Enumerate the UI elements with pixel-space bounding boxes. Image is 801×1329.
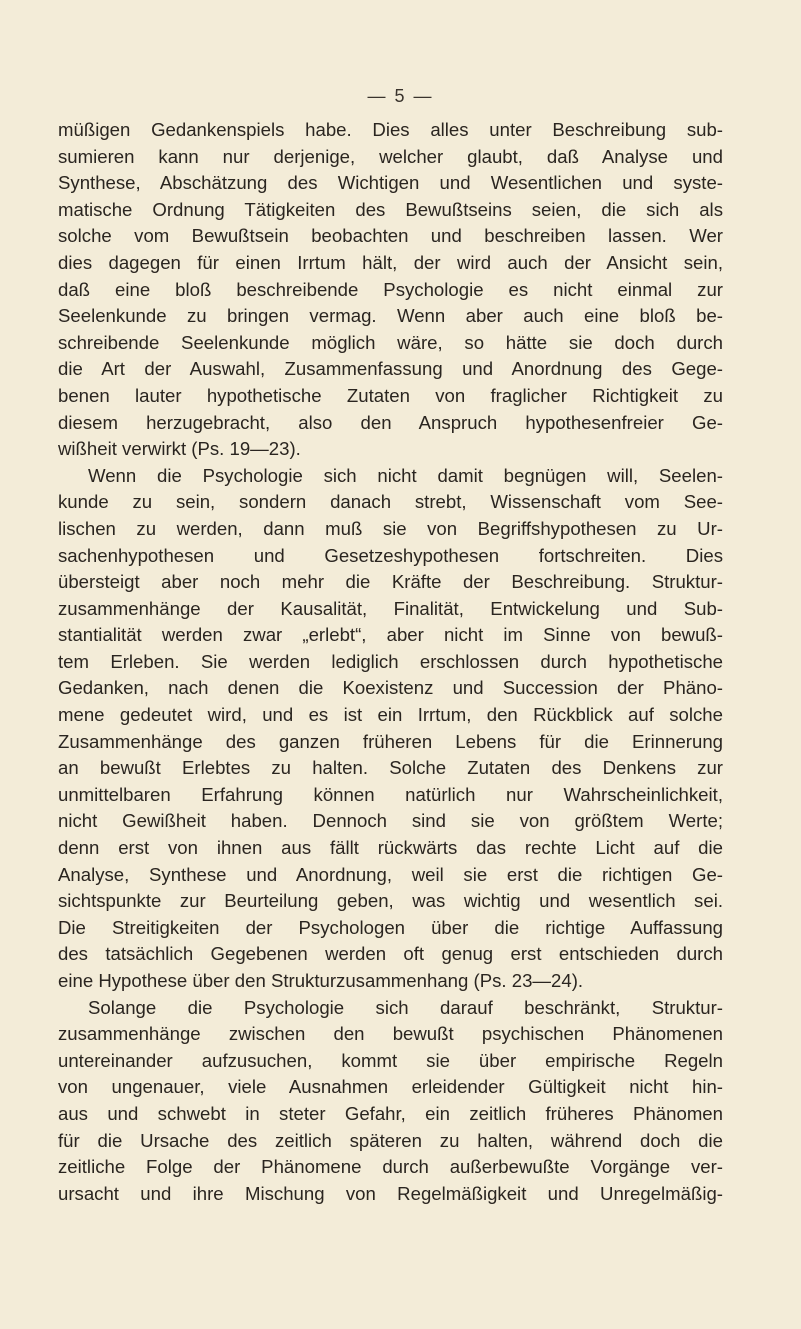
text-line: stantialität werden zwar „erlebt“, aber nicht im Sinne von bewuß- [58,624,723,646]
text-line: diesem herzugebracht, also den Anspruch hypothesenfreier Ge- [58,411,723,433]
text-line: müßigen Gedankenspiels habe. Dies alles unter Beschreibung sub- [58,119,723,140]
text-line: für die Ursache des zeitlich späteren zu halten, während doch die [58,1129,723,1151]
text-line: kunde zu sein, sondern danach strebt, Wissenschaft vom See- [58,491,723,513]
text-line: aus und schwebt in steter Gefahr, ein zeitlich früheres Phänomen [58,1102,723,1124]
text-line: Gedanken, nach denen die Koexistenz und Succession der Phäno- [58,677,723,699]
text-line: daß eine bloß beschreibende Psychologie es nicht einmal zur [58,278,723,300]
text-line: Die Streitigkeiten der Psychologen über die richtige Auffassung [58,916,723,938]
text-line: Zusammenhänge des ganzen früheren Lebens für die Erinnerung [58,730,723,752]
text-line: an bewußt Erlebtes zu halten. Solche Zutaten des Denkens zur [58,757,723,779]
text-line: zusammenhänge der Kausalität, Finalität, Entwickelung und Sub- [58,597,723,619]
text-line: übersteigt aber noch mehr die Kräfte der Beschreibung. Struktur- [58,571,723,593]
text-line: tem Erleben. Sie werden lediglich erschlossen durch hypothetische [58,650,723,672]
text-line: matische Ordnung Tätigkeiten des Bewußtseins seien, die sich als [58,198,723,220]
body-text [58,117,723,1207]
text-line: dies dagegen für einen Irrtum hält, der wird auch der Ansicht sein, [58,251,723,273]
text-line: nicht Gewißheit haben. Dennoch sind sie von größtem Werte; [58,810,723,832]
text-line: unmittelbaren Erfahrung können natürlich nur Wahrscheinlichkeit, [58,783,723,805]
text-line: solche vom Bewußtsein beobachten und beschreiben lassen. Wer [58,225,723,247]
text-line: von ungenauer, viele Ausnahmen erleidender Gültigkeit nicht hin- [58,1076,723,1098]
text-line: zeitliche Folge der Phänomene durch außerbewußte Vorgänge ver- [58,1156,723,1178]
text-line: des tatsächlich Gegebenen werden oft genug erst entschieden durch [58,943,723,965]
text-line: ursacht und ihre Mischung von Regelmäßigkeit und Unregelmäßig- [58,1182,723,1204]
text-line: wißheit verwirkt (Ps. 19—23). [58,438,301,460]
text-line: zusammenhänge zwischen den bewußt psychischen Phänomenen [58,1023,723,1045]
text-line: Wenn die Psychologie sich nicht damit begnügen will, Seelen- [88,464,723,486]
text-line: Solange die Psychologie sich darauf beschränkt, Struktur- [88,996,723,1018]
text-line: sichtspunkte zur Beurteilung geben, was wichtig und wesentlich sei. [58,890,723,912]
text-line: sumieren kann nur derjenige, welcher glaubt, daß Analyse und [58,145,723,167]
text-line: eine Hypothese über den Strukturzusammenhang (Ps. 23—24). [58,970,584,991]
text-line: Synthese, Abschätzung des Wichtigen und Wesentlichen und syste- [58,172,723,194]
text-line: sachenhypothesen und Gesetzeshypothesen fortschreiten. Dies [58,544,723,566]
text-line: Seelenkunde zu bringen vermag. Wenn aber auch eine bloß be- [58,305,723,327]
text-line: Analyse, Synthese und Anordnung, weil sie erst die richtigen Ge- [58,863,723,885]
text-line: mene gedeutet wird, und es ist ein Irrtum, den Rückblick auf solche [58,704,723,726]
page-number: — 5 — [367,86,434,106]
text-line: schreibende Seelenkunde möglich wäre, so hätte sie doch durch [58,331,723,353]
text-line: die Art der Auswahl, Zusammenfassung und Anordnung des Gege- [58,358,723,380]
text-line: denn erst von ihnen aus fällt rückwärts das rechte Licht auf die [58,837,723,859]
text-line: untereinander aufzusuchen, kommt sie über empirische Regeln [58,1049,723,1071]
text-line: benen lauter hypothetische Zutaten von fraglicher Richtigkeit zu [58,384,723,406]
text-line: lischen zu werden, dann muß sie von Begriffshypothesen zu Ur- [58,517,723,539]
